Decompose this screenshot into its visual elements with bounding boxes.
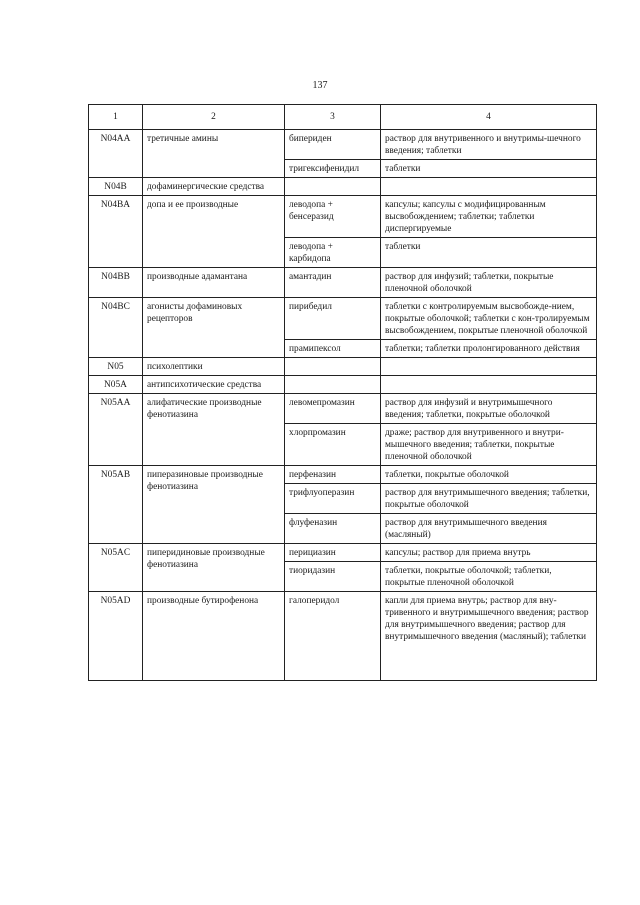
dosage-form-cell bbox=[381, 178, 597, 196]
drug-name-cell: перициазин bbox=[285, 544, 381, 562]
atc-code-cell: N04AA bbox=[89, 130, 143, 178]
table-row bbox=[89, 394, 597, 424]
table-row bbox=[89, 592, 597, 681]
dosage-form-cell: капсулы; раствор для приема внутрь bbox=[381, 544, 597, 562]
table-row bbox=[89, 358, 597, 376]
table-row bbox=[89, 466, 597, 484]
drug-name-cell: трифлуоперазин bbox=[285, 484, 381, 514]
atc-code-cell: N05AA bbox=[89, 394, 143, 466]
drug-name-cell: амантадин bbox=[285, 268, 381, 298]
group-name-cell: пиперидиновые производные фенотиазина bbox=[143, 544, 285, 592]
table-row bbox=[89, 544, 597, 562]
dosage-form-cell: таблетки, покрытые оболочкой; таблетки, покрытые пленочной оболочкой bbox=[381, 562, 597, 592]
dosage-form-cell: раствор для внутримышечного введения; таблетки, покрытые оболочкой bbox=[381, 484, 597, 514]
atc-code-cell: N05A bbox=[89, 376, 143, 394]
group-name-cell: допа и ее производные bbox=[143, 196, 285, 268]
table-row bbox=[89, 298, 597, 340]
drug-classification-table bbox=[88, 104, 597, 681]
group-name-cell: алифатические производные фенотиазина bbox=[143, 394, 285, 466]
dosage-form-cell: драже; раствор для внутривенного и внутри-мышечного введения; таблетки, покрытые пленочной оболочкой bbox=[381, 424, 597, 466]
table-body bbox=[89, 130, 597, 681]
group-name-cell: производные бутирофенона bbox=[143, 592, 285, 681]
atc-code-cell: N04BB bbox=[89, 268, 143, 298]
group-name-cell: агонисты дофаминовых рецепторов bbox=[143, 298, 285, 358]
table-row bbox=[89, 268, 597, 298]
dosage-form-cell: таблетки bbox=[381, 238, 597, 268]
drug-name-cell bbox=[285, 358, 381, 376]
atc-code-cell: N04B bbox=[89, 178, 143, 196]
table-row bbox=[89, 376, 597, 394]
drug-name-cell: прамипексол bbox=[285, 340, 381, 358]
dosage-form-cell: таблетки, покрытые оболочкой bbox=[381, 466, 597, 484]
drug-name-cell: флуфеназин bbox=[285, 514, 381, 544]
dosage-form-cell: таблетки; таблетки пролонгированного действия bbox=[381, 340, 597, 358]
dosage-form-cell bbox=[381, 376, 597, 394]
group-name-cell: третичные амины bbox=[143, 130, 285, 178]
column-header: 3 bbox=[285, 105, 381, 130]
atc-code-cell: N05 bbox=[89, 358, 143, 376]
group-name-cell: антипсихотические средства bbox=[143, 376, 285, 394]
atc-code-cell: N04BA bbox=[89, 196, 143, 268]
drug-name-cell: леводопа + карбидопа bbox=[285, 238, 381, 268]
dosage-form-cell: раствор для внутримышечного введения (масляный) bbox=[381, 514, 597, 544]
drug-name-cell: тиоридазин bbox=[285, 562, 381, 592]
group-name-cell: психолептики bbox=[143, 358, 285, 376]
group-name-cell: производные адамантана bbox=[143, 268, 285, 298]
dosage-form-cell: таблетки с контролируемым высвобожде-нием, покрытые оболочкой; таблетки с кон-тролируемым высвобождением, покрытые пленочной оболочкой bbox=[381, 298, 597, 340]
group-name-cell: дофаминергические средства bbox=[143, 178, 285, 196]
atc-code-cell: N04BC bbox=[89, 298, 143, 358]
atc-code-cell: N05AB bbox=[89, 466, 143, 544]
column-header: 2 bbox=[143, 105, 285, 130]
drug-name-cell: леводопа + бенсеразид bbox=[285, 196, 381, 238]
column-header: 1 bbox=[89, 105, 143, 130]
table-row bbox=[89, 178, 597, 196]
drug-name-cell: галоперидол bbox=[285, 592, 381, 681]
page-number: 137 bbox=[312, 80, 328, 91]
drug-name-cell: перфеназин bbox=[285, 466, 381, 484]
dosage-form-cell: капли для приема внутрь; раствор для вну-тривенного и внутримышечного введения; раствор для внутримышечного введения; раствор для внутримышечного введения (масляный); таблетки bbox=[381, 592, 597, 681]
drug-name-cell: левомепромазин bbox=[285, 394, 381, 424]
table-header-row bbox=[89, 105, 597, 130]
drug-name-cell: бипериден bbox=[285, 130, 381, 160]
group-name-cell: пиперазиновые производные фенотиазина bbox=[143, 466, 285, 544]
drug-name-cell: пирибедил bbox=[285, 298, 381, 340]
drug-name-cell: хлорпромазин bbox=[285, 424, 381, 466]
column-header: 4 bbox=[381, 105, 597, 130]
table-row bbox=[89, 196, 597, 238]
dosage-form-cell bbox=[381, 358, 597, 376]
dosage-form-cell: таблетки bbox=[381, 160, 597, 178]
dosage-form-cell: раствор для внутривенного и внутримы-шечного введения; таблетки bbox=[381, 130, 597, 160]
atc-code-cell: N05AD bbox=[89, 592, 143, 681]
dosage-form-cell: раствор для инфузий и внутримышечного введения; таблетки, покрытые оболочкой bbox=[381, 394, 597, 424]
atc-code-cell: N05AC bbox=[89, 544, 143, 592]
drug-name-cell bbox=[285, 178, 381, 196]
dosage-form-cell: раствор для инфузий; таблетки, покрытые пленочной оболочкой bbox=[381, 268, 597, 298]
drug-name-cell: тригексифенидил bbox=[285, 160, 381, 178]
table-row bbox=[89, 130, 597, 160]
drug-name-cell bbox=[285, 376, 381, 394]
dosage-form-cell: капсулы; капсулы с модифицированным высвобождением; таблетки; таблетки диспергируемые bbox=[381, 196, 597, 238]
